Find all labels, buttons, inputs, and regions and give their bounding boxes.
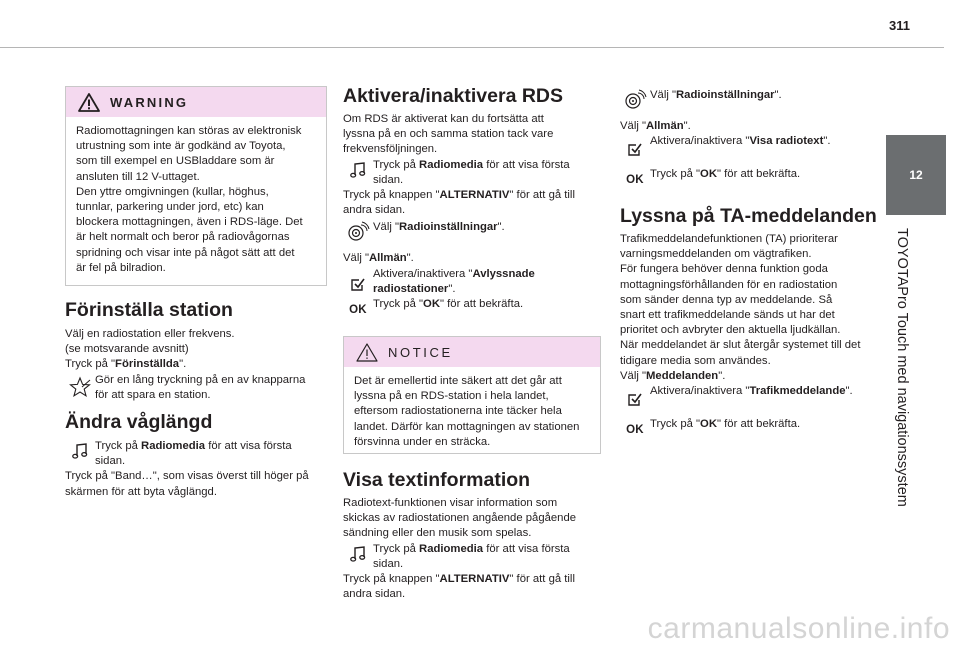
radiotext-steps: Välj "Radioinställningar". Välj "Allmän". Aktivera/inaktivera "Visa radiotext". OK Tryck på "OK" för att bekräfta. — [620, 86, 882, 188]
side-title: TOYOTAPro Touch med navigationssystem — [894, 228, 910, 507]
header-divider — [0, 47, 944, 48]
notice-text: Det är emellertid inte säkert att det går att lyssna på en RDS-station i hela landet, eftersom radiostationerna inte täcker hela landet. Därför kan mottagningen av stationen försvinna under en sträcka. — [354, 375, 580, 448]
ok-button[interactable]: OK — [349, 304, 367, 317]
textinfo-section: Visa textinformation Radiotext-funktionen visar information som skickas av radiostationen angående pågående sändning eller den musik som spelas. Tryck på Radiomedia för att visa första sidan. Tryck på knappen "ALTERNATIV" för att gå till andra sidan. — [343, 468, 605, 602]
checkbox-icon — [620, 134, 650, 157]
radio-settings-icon — [620, 86, 650, 111]
rds-heading: Aktivera/inaktivera RDS — [343, 85, 564, 107]
warning-title: WARNING — [110, 94, 189, 110]
band-section: Ändra våglängd Tryck på Radiomedia för att visa första sidan. Tryck på "Band…", som visas överst till höger på skärmen för att byta våglängd. — [65, 410, 335, 500]
notice-icon — [356, 343, 378, 362]
music-note-icon — [343, 158, 373, 179]
checkbox-icon — [343, 267, 373, 292]
star-icon — [65, 373, 95, 398]
warning-box — [65, 86, 327, 286]
warning-icon — [78, 93, 100, 112]
ta-section: Lyssna på TA-meddelanden Trafikmeddelandefunktionen (TA) prioriterar varningsmeddelanden om vägtrafiken. För fungera behöver denna funktion goda mottagningsförhållanden för en radiostation som sänder denna typ av meddelande. Så snart ett trafikmeddelande sänds ut har det prioritet och avbryter den aktuella ljudkällan. När meddelandet är slut återgår systemet till det tidigare media som användes. Välj "Meddelanden". Aktivera/inaktivera "Trafikmeddelande". OK Tryck på "OK" för att bekräfta. — [620, 204, 882, 438]
warning-text: Radiomottagningen kan störas av elektronisk utrustning som inte är godkänd av Toyota, som till exempel en USBladdare som är ansluten till 12 V-uttaget. Den yttre omgivningen (kullar, höghus, tunnlar, parkering under jord, etc) kan blockera mottagningen, även i RDS-läge. Det är helt normalt och beror på radiovågornas spridning och visar inte på något sätt att det är fel på bilradion. — [76, 125, 303, 274]
checkbox-icon — [620, 384, 650, 407]
textinfo-heading: Visa textinformation — [343, 469, 531, 491]
preset-section: Förinställa station Välj en radiostation eller frekvens. (se motsvarande avsnitt) Tryck på "Förinställda". Gör en lång tryckning på en av knapparna för att spara en station. — [65, 298, 335, 403]
band-heading: Ändra våglängd — [65, 411, 213, 433]
rds-section: Aktivera/inaktivera RDS Om RDS är aktiverat kan du fortsätta att lyssna på en och samma station tack vare frekvensföljningen. Tryck på Radiomedia för att visa första sidan. Tryck på knappen "ALTERNATIV" för att gå till andra sidan. Välj "Radioinställningar". Välj "Allmän". Aktivera/inaktivera "Avlyssnade radiostationer". OK Tryck på "OK" för att bekräfta. — [343, 84, 605, 318]
watermark: carmanualsonline.info — [647, 612, 950, 645]
notice-title: NOTICE — [388, 344, 453, 360]
music-note-icon — [343, 542, 373, 563]
ta-heading: Lyssna på TA-meddelanden — [620, 205, 877, 227]
music-note-icon — [65, 439, 95, 460]
preset-heading: Förinställa station — [65, 299, 233, 321]
page-number: 311 — [889, 18, 910, 33]
ok-button[interactable]: OK — [626, 424, 644, 437]
radio-settings-icon — [343, 218, 373, 243]
chapter-tab[interactable]: 12 — [886, 135, 946, 215]
notice-box — [343, 336, 601, 454]
ok-button[interactable]: OK — [626, 174, 644, 187]
